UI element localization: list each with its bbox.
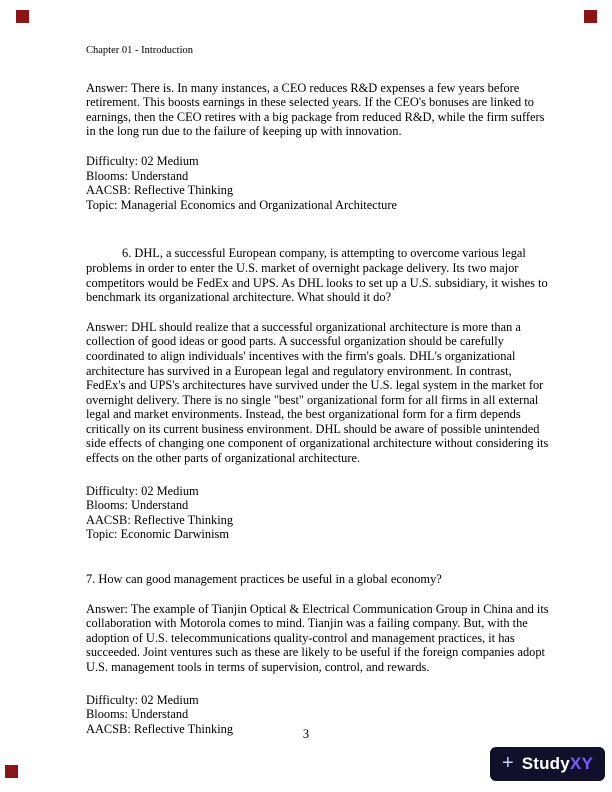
difficulty-label: Difficulty: 02 Medium: [86, 692, 199, 707]
aacsb-label: AACSB: Reflective Thinking: [86, 721, 234, 736]
watermark-square-top-right-icon: [584, 10, 597, 23]
question-7-text: 7. How can good management practices be useful in a global economy?: [86, 572, 442, 587]
chapter-header: Chapter 01 - Introduction: [86, 45, 194, 56]
brand-xy-text: XY: [569, 754, 593, 773]
watermark-square-top-left-icon: [16, 10, 29, 23]
watermark-square-bottom-left-icon: [5, 765, 18, 778]
studyxy-badge[interactable]: [490, 747, 605, 781]
answer-paragraph-q5: Answer: There is. In many instances, a CEO reduces R&D expenses a few years before retirement. This boosts earnings in these selected years. If the CEO's bonuses are linked to earnings, then the CEO retires with a big package from reduced R&D, while the firm suffers in the long run due to the failure of keeping up with innovation.: [86, 80, 545, 139]
metadata-block-1: [86, 154, 551, 212]
blooms-label: Blooms: Understand: [86, 498, 189, 513]
topic-label: Topic: Economic Darwinism: [86, 527, 229, 542]
brand-study-text: Study: [521, 754, 570, 773]
blooms-label: Blooms: Understand: [86, 707, 189, 722]
aacsb-label: AACSB: Reflective Thinking: [86, 183, 234, 198]
blooms-label: Blooms: Understand: [86, 168, 189, 183]
aacsb-label: AACSB: Reflective Thinking: [86, 512, 234, 527]
page-number: 3: [302, 727, 310, 741]
metadata-block-2: [86, 484, 551, 542]
answer-paragraph-q7: Answer: The example of Tianjin Optical & Electrical Communication Group in China and its collaboration with Motorola comes to mind. Tianjin was a failing company. But, with the adoption of U.S. telecommunications quality-control and management practices, it has succeeded. Joint ventures such as these are likely to be useful if the foreign companies adopt U.S. management tools in terms of supervision, control, and rewards.: [86, 601, 549, 674]
page-content: [86, 44, 551, 736]
difficulty-label: Difficulty: 02 Medium: [86, 153, 199, 168]
topic-label: Topic: Managerial Economics and Organizational Architecture: [86, 197, 397, 212]
studyxy-logo-text: [522, 754, 593, 774]
question-6-text: 6. DHL, a successful European company, is attempting to overcome various legal problems in order to enter the U.S. market of overnight package delivery. Its two major competitors would be FedEx and UPS. As DHL looks to set up a U.S. subsidiary, it wishes to benchmark its organizational architecture. What should it do?: [86, 246, 548, 305]
answer-paragraph-q6: Answer: DHL should realize that a successful organizational architecture is more than a collection of good ideas or good parts. A successful organization should be carefully coordinated to align individuals' incentives with the firm's goals. DHL's organizational architecture has survived in a European legal and regulatory environment. In contrast, FedEx's and UPS's architectures have survived under the U.S. legal system in the market for overnight delivery. There is no single "best" organizational form for all firms in all external legal and market environments. Instead, the best organizational form for a firm depends critically on its current business environment. DHL should be aware of possible unintended side effects of changing one component of organizational architecture without considering its effects on the other parts of organizational architecture.: [86, 319, 549, 466]
difficulty-label: Difficulty: 02 Medium: [86, 483, 199, 498]
plus-icon: +: [502, 752, 514, 774]
